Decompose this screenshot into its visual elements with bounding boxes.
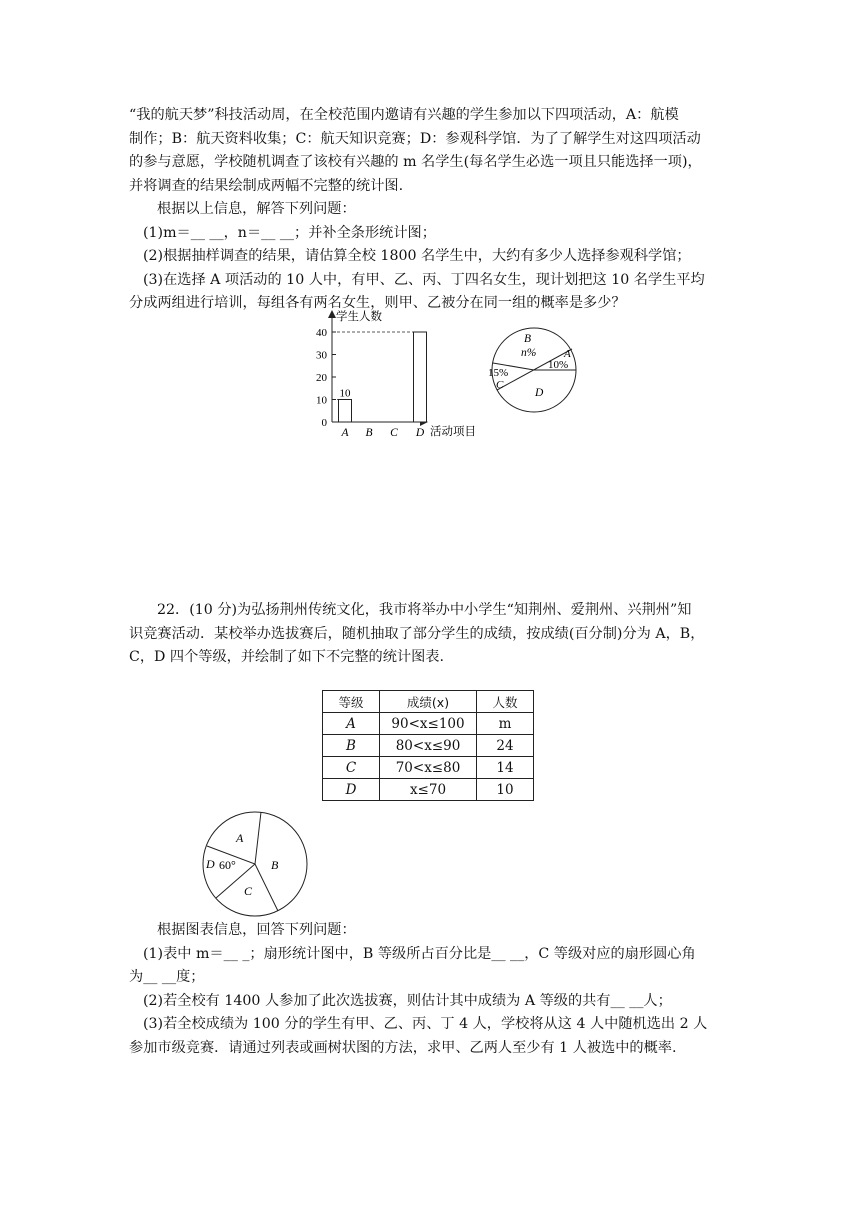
question-3-line-1: (3)若全校成绩为 100 分的学生有甲、乙、丙、丁 4 人，学校将从这 4 人中随机选出 2 人 bbox=[143, 1016, 708, 1032]
bar-chart bbox=[300, 306, 490, 440]
problem-22-questions bbox=[129, 919, 739, 1060]
question-2: (2)若全校有 1400 人参加了此次选拔赛，则估计其中成绩为 A 等级的共有__ __人； bbox=[143, 992, 672, 1009]
question-1: (1)m＝__ __，n＝__ __；并补全条形统计图； bbox=[143, 224, 436, 241]
cell-grade: C bbox=[323, 757, 380, 779]
slice-label-c: C bbox=[244, 884, 253, 898]
slice-label-b: B bbox=[524, 333, 532, 345]
x-tick-label: D bbox=[415, 427, 425, 439]
y-tick-label: 0 bbox=[321, 417, 327, 429]
header-grade: 等级 bbox=[323, 691, 380, 713]
pie-chart-grades bbox=[200, 809, 310, 919]
question-3-line-2: 分成两组进行培训，每组各有两名女生，则甲、乙被分在同一组的概率是多少？ bbox=[129, 295, 626, 311]
table-row bbox=[323, 735, 534, 757]
y-axis-label: 学生人数 bbox=[336, 311, 382, 323]
x-tick-label: C bbox=[390, 427, 398, 439]
slice-angle-d: 60° bbox=[219, 858, 236, 872]
slice-label-d: D bbox=[535, 387, 544, 399]
cell-grade: A bbox=[323, 713, 380, 735]
problem-21-intro bbox=[129, 104, 739, 316]
slice-divider bbox=[255, 812, 261, 864]
slice-label-a: A bbox=[564, 348, 571, 360]
pie-chart-activities bbox=[484, 326, 584, 416]
slice-label-c: C bbox=[496, 379, 504, 391]
cell-score: x≤70 bbox=[380, 779, 477, 801]
question-1-line-2: 为__ __度； bbox=[129, 969, 205, 985]
y-tick-label: 20 bbox=[316, 372, 327, 384]
slice-value-c: 15% bbox=[488, 367, 509, 379]
y-tick-label: 30 bbox=[316, 349, 327, 362]
cell-grade: D bbox=[323, 779, 380, 801]
cell-count: 24 bbox=[477, 735, 534, 757]
cell-score: 70<x≤80 bbox=[380, 757, 477, 779]
slice-label-d: D bbox=[206, 857, 215, 871]
table-row bbox=[323, 779, 534, 801]
cell-count: m bbox=[477, 713, 534, 735]
problem-22-intro bbox=[129, 599, 739, 670]
table-header-row bbox=[323, 691, 534, 713]
text-line: 识竞赛活动．某校举办选拔赛后，随机抽取了部分学生的成绩，按成绩(百分制)分为 A，B， bbox=[129, 625, 705, 642]
slice-label-a: A bbox=[236, 831, 244, 845]
cell-score: 90<x≤100 bbox=[380, 713, 477, 735]
text-line: 并将调查的结果绘制成两幅不完整的统计图. bbox=[129, 177, 404, 194]
header-count: 人数 bbox=[477, 691, 534, 713]
cell-grade: B bbox=[323, 735, 380, 757]
y-tick-label: 40 bbox=[316, 327, 327, 339]
text-line: “我的航天梦”科技活动周，在全校范围内邀请有兴趣的学生参加以下四项活动，A：航模 bbox=[129, 107, 679, 123]
question-1-line-1: (1)表中 m＝__ _；扇形统计图中，B 等级所占百分比是__ __，C 等级对应的扇形圆心角 bbox=[143, 945, 696, 962]
bar-d bbox=[414, 332, 427, 422]
text-line: 制作；B：航天资料收集；C：航天知识竞赛；D：参观科学馆．为了了解学生对这四项活动 bbox=[129, 130, 701, 147]
question-lead: 根据以上信息，解答下列问题： bbox=[157, 201, 356, 217]
table-row bbox=[323, 757, 534, 779]
bar-value-label: 10 bbox=[339, 387, 351, 400]
slice-value-b: n% bbox=[521, 347, 537, 359]
question-3-line-1: (3)在选择 A 项活动的 10 人中，有甲、乙、丙、丁四名女生，现计划把这 10 名学生平均 bbox=[143, 271, 705, 288]
cell-score: 80<x≤90 bbox=[380, 735, 477, 757]
x-tick-label: A bbox=[341, 427, 349, 439]
text-line: 22．(10 分)为弘扬荆州传统文化，我市将举办中小学生“知荆州、爱荆州、兴荆州”知 bbox=[157, 602, 692, 618]
cell-count: 14 bbox=[477, 757, 534, 779]
question-3-line-2: 参加市级竞赛．请通过列表或画树状图的方法，求甲、乙两人至少有 1 人被选中的概率. bbox=[129, 1039, 677, 1056]
slice-value-a: 10% bbox=[548, 359, 569, 371]
table-row bbox=[323, 713, 534, 735]
question-2: (2)根据抽样调查的结果，请估算全校 1800 名学生中，大约有多少人选择参观科学馆； bbox=[143, 248, 691, 264]
bar-a bbox=[339, 400, 352, 423]
y-tick-label: 10 bbox=[316, 394, 327, 407]
cell-count: 10 bbox=[477, 779, 534, 801]
slice-label-b: B bbox=[271, 858, 279, 872]
header-score: 成绩(x) bbox=[380, 691, 477, 713]
question-lead: 根据图表信息，回答下列问题： bbox=[157, 922, 356, 938]
grade-table bbox=[322, 690, 534, 801]
text-line: 的参与意愿，学校随机调查了该校有兴趣的 m 名学生(每名学生必选一项且只能选择一项)， bbox=[129, 154, 702, 170]
text-line: C，D 四个等级，并绘制了如下不完整的统计图表. bbox=[129, 649, 445, 665]
x-tick-label: B bbox=[365, 427, 373, 439]
x-axis-label: 活动项目 bbox=[430, 426, 476, 438]
